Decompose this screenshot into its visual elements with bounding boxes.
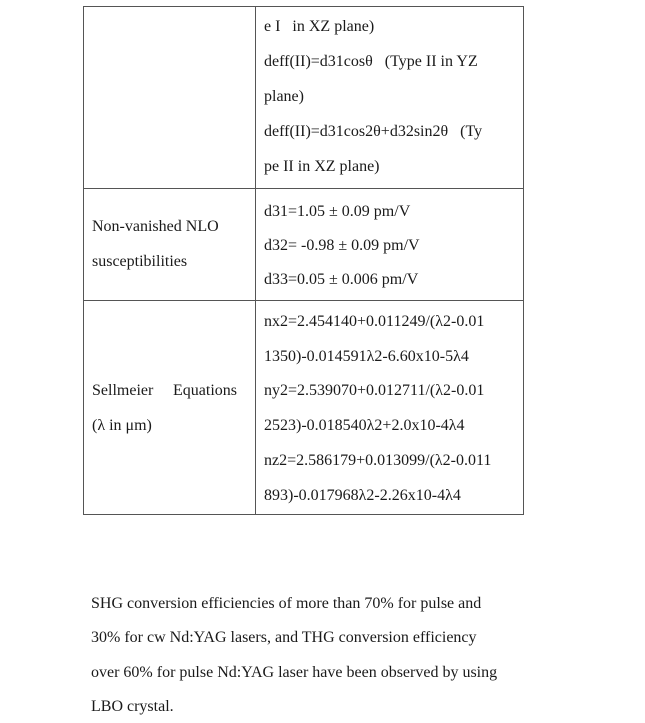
nlo-coefficient-line: deff(II)=d31cos2θ+d32sin2θ (Ty xyxy=(264,123,483,140)
sellmeier-equation-line: 2523)-0.018540λ2+2.0x10-4λ4 xyxy=(264,417,465,434)
row-label-units: (λ in μm) xyxy=(92,417,152,434)
sellmeier-equation-line: nz2=2.586179+0.013099/(λ2-0.011 xyxy=(264,452,492,469)
nlo-coefficient-line: pe II in XZ plane) xyxy=(264,158,380,175)
susceptibility-value: d33=0.05 ± 0.006 pm/V xyxy=(264,271,419,288)
sellmeier-equation-line: ny2=2.539070+0.012711/(λ2-0.01 xyxy=(264,382,485,399)
susceptibility-value: d32= -0.98 ± 0.09 pm/V xyxy=(264,237,420,254)
column-divider xyxy=(255,7,256,514)
paragraph-line: over 60% for pulse Nd:YAG laser have been observed by using xyxy=(91,664,498,681)
nlo-coefficient-line: e I in XZ plane) xyxy=(264,18,375,35)
sellmeier-equation-line: 1350)-0.014591λ2-6.60x10-5λ4 xyxy=(264,348,469,365)
row-label-sellmeier: Equations xyxy=(173,382,237,399)
susceptibility-value: d31=1.05 ± 0.09 pm/V xyxy=(264,203,411,220)
sellmeier-equation-line: nx2=2.454140+0.011249/(λ2-0.01 xyxy=(264,313,485,330)
row-label-susceptibilities: susceptibilities xyxy=(92,253,188,270)
properties-table xyxy=(83,6,524,515)
paragraph-line: 30% for cw Nd:YAG lasers, and THG conversion efficiency xyxy=(91,629,477,646)
row-divider xyxy=(84,300,523,301)
paragraph-line: SHG conversion efficiencies of more than 70% for pulse and xyxy=(91,595,482,612)
nlo-coefficient-line: deff(II)=d31cosθ (Type II in YZ xyxy=(264,53,478,70)
sellmeier-equation-line: 893)-0.017968λ2-2.26x10-4λ4 xyxy=(264,487,461,504)
paragraph-line: LBO crystal. xyxy=(91,698,174,715)
nlo-coefficient-line: plane) xyxy=(264,88,304,105)
row-label-sellmeier: Sellmeier xyxy=(92,382,154,399)
row-divider xyxy=(84,188,523,189)
row-label-susceptibilities: Non-vanished NLO xyxy=(92,218,219,235)
